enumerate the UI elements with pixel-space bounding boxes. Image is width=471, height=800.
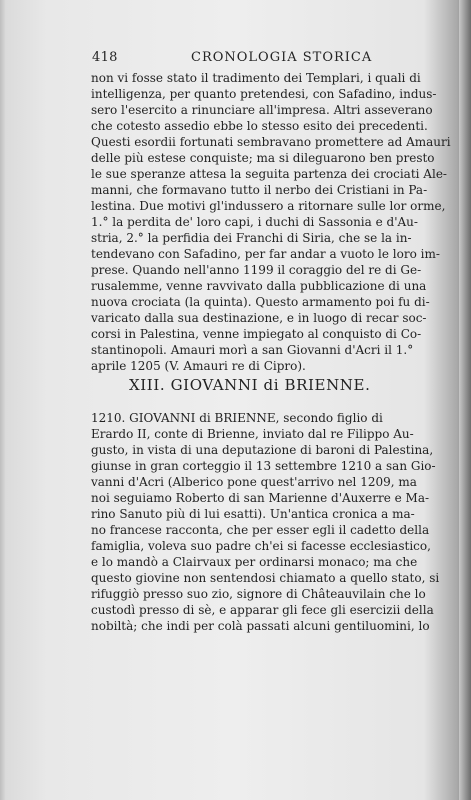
text-line: prese. Quando nell'anno 1199 il coraggio del re di Ge- — [91, 263, 422, 277]
text-line: e lo mandò a Clairvaux per ordinarsi monaco; ma che — [91, 555, 418, 569]
second-text-block — [91, 410, 440, 634]
text-line: 1.° la perdita de' loro capi, i duchi di Sassonia e d'Au- — [91, 215, 418, 229]
text-line: manni, che formavano tutto il nerbo dei Cristiani in Pa- — [91, 183, 428, 197]
right-page-edge — [459, 0, 471, 800]
running-title: CRONOLOGIA STORICA — [191, 50, 373, 65]
section-heading: XIII. GIOVANNI di BRIENNE. — [129, 376, 371, 394]
text-line: lestina. Due motivi gl'indussero a ritornare sulle lor orme, — [91, 199, 446, 213]
text-line: questo giovine non sentendosi chiamato a quello stato, si — [91, 571, 440, 585]
text-line: rino Sanuto più di lui esatti). Un'antica cronica a ma- — [91, 507, 415, 521]
first-text-block — [91, 70, 451, 374]
text-line: rusalemme, venne ravvivato dalla pubblicazione di una — [91, 279, 427, 293]
text-line: Erardo II, conte di Brienne, inviato dal re Filippo Au- — [91, 427, 414, 441]
text-line: gusto, in vista di una deputazione di baroni di Palestina, — [91, 443, 434, 457]
text-line: giunse in gran corteggio il 13 settembre 1210 a san Gio- — [91, 459, 436, 473]
text-line: nuova crociata (la quinta). Questo armamento poi fu di- — [91, 295, 430, 309]
text-line: nobiltà; che indi per colà passati alcuni gentiluomini, lo — [91, 619, 430, 633]
left-page-edge — [0, 0, 6, 800]
text-line: sero l'esercito a rinunciare all'impresa. Altri asseverano — [91, 103, 433, 117]
text-line: rifuggiò presso suo zio, signore di Châteauvilain che lo — [91, 587, 426, 601]
text-line: noi seguiamo Roberto di san Marienne d'Auxerre e Ma- — [91, 491, 430, 505]
text-line: delle più estese conquiste; ma si dileguarono ben presto — [91, 151, 435, 165]
text-line: stantinopoli. Amauri morì a san Giovanni d'Acri il 1.° — [91, 343, 414, 357]
text-line: custodì presso di sè, e apparar gli fece gli esercizii della — [91, 603, 434, 617]
text-line: non vi fosse stato il tradimento dei Templari, i quali di — [91, 71, 421, 85]
text-line: no francese racconta, che per esser egli il cadetto della — [91, 523, 430, 537]
text-line: intelligenza, per quanto pretendesi, con Safadino, indus- — [91, 87, 437, 101]
page-number: 418 — [92, 50, 118, 65]
text-line: stria, 2.° la perfidia dei Franchi di Siria, che se la in- — [91, 231, 412, 245]
text-line: le sue speranze attesa la seguita partenza dei crociati Ale- — [91, 167, 447, 181]
text-line: varicato dalla sua destinazione, e in luogo di recar soc- — [91, 311, 427, 325]
text-line: corsi in Palestina, venne impiegato al conquisto di Co- — [91, 327, 422, 341]
text-line: vanni d'Acri (Alberico pone quest'arrivo nel 1209, ma — [91, 475, 417, 489]
text-line: famiglia, voleva suo padre ch'ei si facesse ecclesiastico, — [91, 539, 431, 553]
text-line: aprile 1205 (V. Amauri re di Cipro). — [91, 359, 306, 373]
text-line: tendevano con Safadino, per far andar a vuoto le loro im- — [91, 247, 440, 261]
text-line: 1210. GIOVANNI di BRIENNE, secondo figlio di — [91, 411, 383, 425]
text-line: che cotesto assedio ebbe lo stesso esito dei precedenti. — [91, 119, 428, 133]
page-header — [92, 50, 385, 72]
text-line: Questi esordii fortunati sembravano promettere ad Amauri — [91, 135, 451, 149]
